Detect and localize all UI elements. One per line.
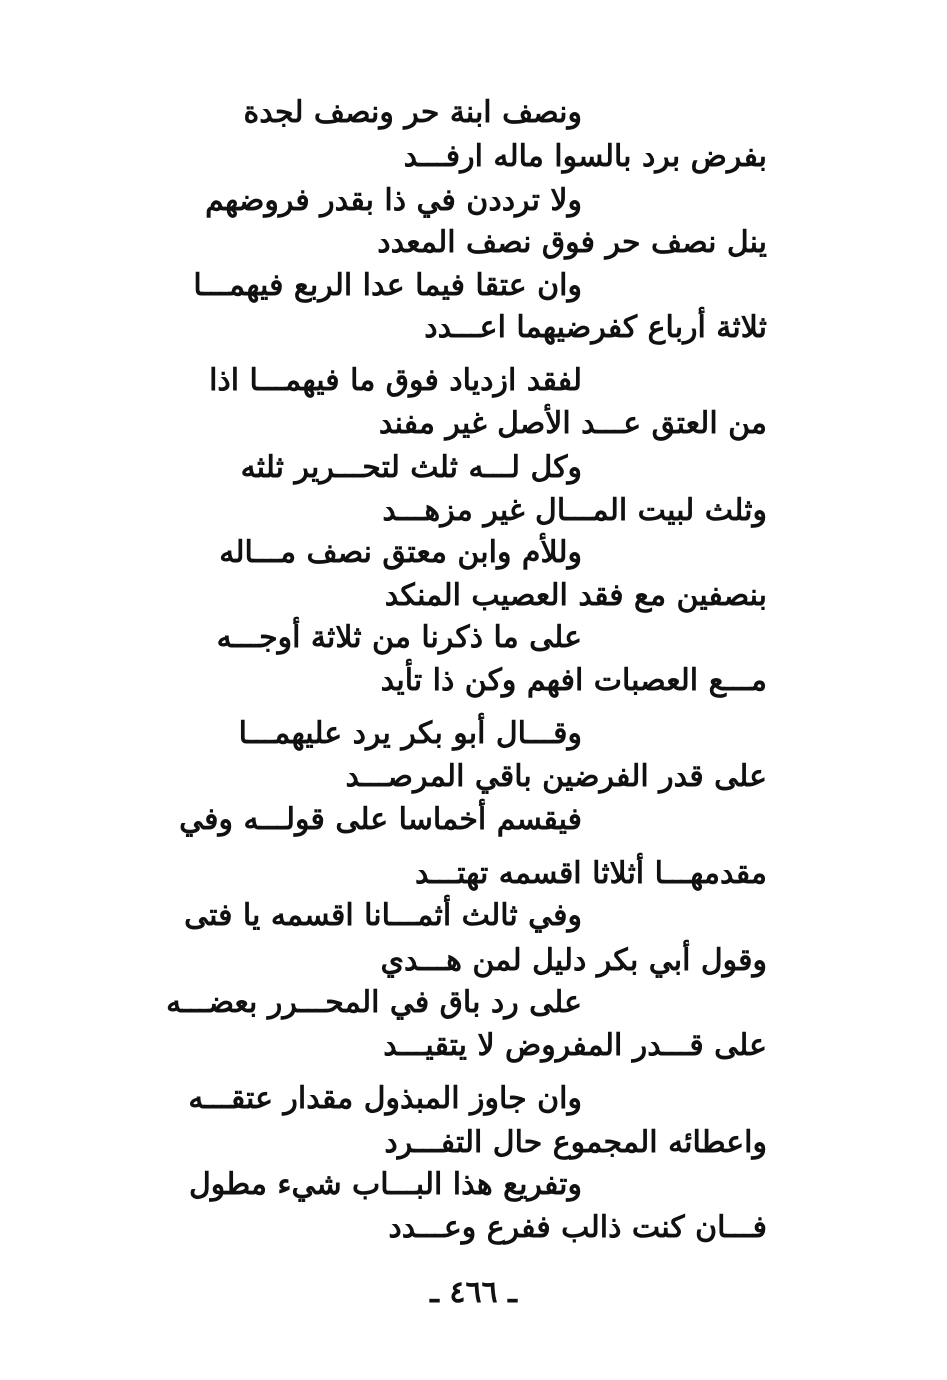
verse-line-17: فيقسم أخماسا على قولـــه وفي: [179, 802, 582, 837]
verse-line-6: ثلاثة أرباع كفرضيهما اعـــدد: [424, 310, 767, 345]
verse-line-9: وكل لـــه ثلث لتحـــرير ثلثه: [240, 450, 582, 485]
verse-line-16: على قدر الفرضين باقي المرصـــد: [345, 759, 767, 794]
verse-line-11: وللأم وابن معتق نصف مـــاله: [219, 535, 582, 570]
verse-line-22: على قـــدر المفروض لا يتقيـــد: [383, 1028, 767, 1063]
verse-line-3: ولا ترددن في ذا بقدر فروضهم: [205, 183, 582, 218]
verse-line-25: وتفريع هذا البـــاب شيء مطول: [188, 1167, 582, 1202]
verse-line-4: ينل نصف حر فوق نصف المعدد: [377, 225, 767, 260]
verse-line-19: وفي ثالث أثمـــانا اقسمه يا فتى: [184, 898, 582, 933]
verse-line-13: على ما ذكرنا من ثلاثة أوجـــه: [216, 620, 582, 655]
verse-line-24: واعطائه المجموع حال التفـــرد: [384, 1125, 767, 1160]
verse-line-20: وقول أبي بكر دليل لمن هـــدي: [380, 943, 767, 978]
verse-line-7: لفقد ازدياد فوق ما فيهمـــا اذا: [209, 363, 582, 398]
verse-line-5: وان عتقا فيما عدا الربع فيهمـــا: [193, 268, 582, 303]
verse-line-10: وثلث لبيت المـــال غير مزهـــد: [382, 493, 767, 528]
verse-line-18: مقدمهـــا أثلاثا اقسمه تهتـــد: [414, 856, 767, 891]
verse-line-15: وقـــال أبو بكر يرد عليهمـــا: [238, 716, 582, 751]
verse-line-12: بنصفين مع فقد العصيب المنكد: [384, 578, 767, 613]
verse-line-23: وان جاوز المبذول مقدار عتقـــه: [188, 1081, 582, 1116]
verse-line-14: مـــع العصبات افهم وكن ذا تأيد: [380, 663, 767, 698]
verse-line-8: من العتق عـــد الأصل غير مفند: [378, 406, 767, 441]
verse-line-2: بفرض برد بالسوا ماله ارفـــد: [403, 139, 767, 174]
page-number: ـ ٤٦٦ ـ: [430, 1275, 517, 1310]
verse-line-1: ونصف ابنة حر ونصف لجدة: [243, 95, 582, 130]
verse-line-26: فـــان كنت ذالب ففرع وعـــدد: [388, 1210, 767, 1245]
verse-line-21: على رد باق في المحـــرر بعضـــه: [166, 985, 582, 1020]
